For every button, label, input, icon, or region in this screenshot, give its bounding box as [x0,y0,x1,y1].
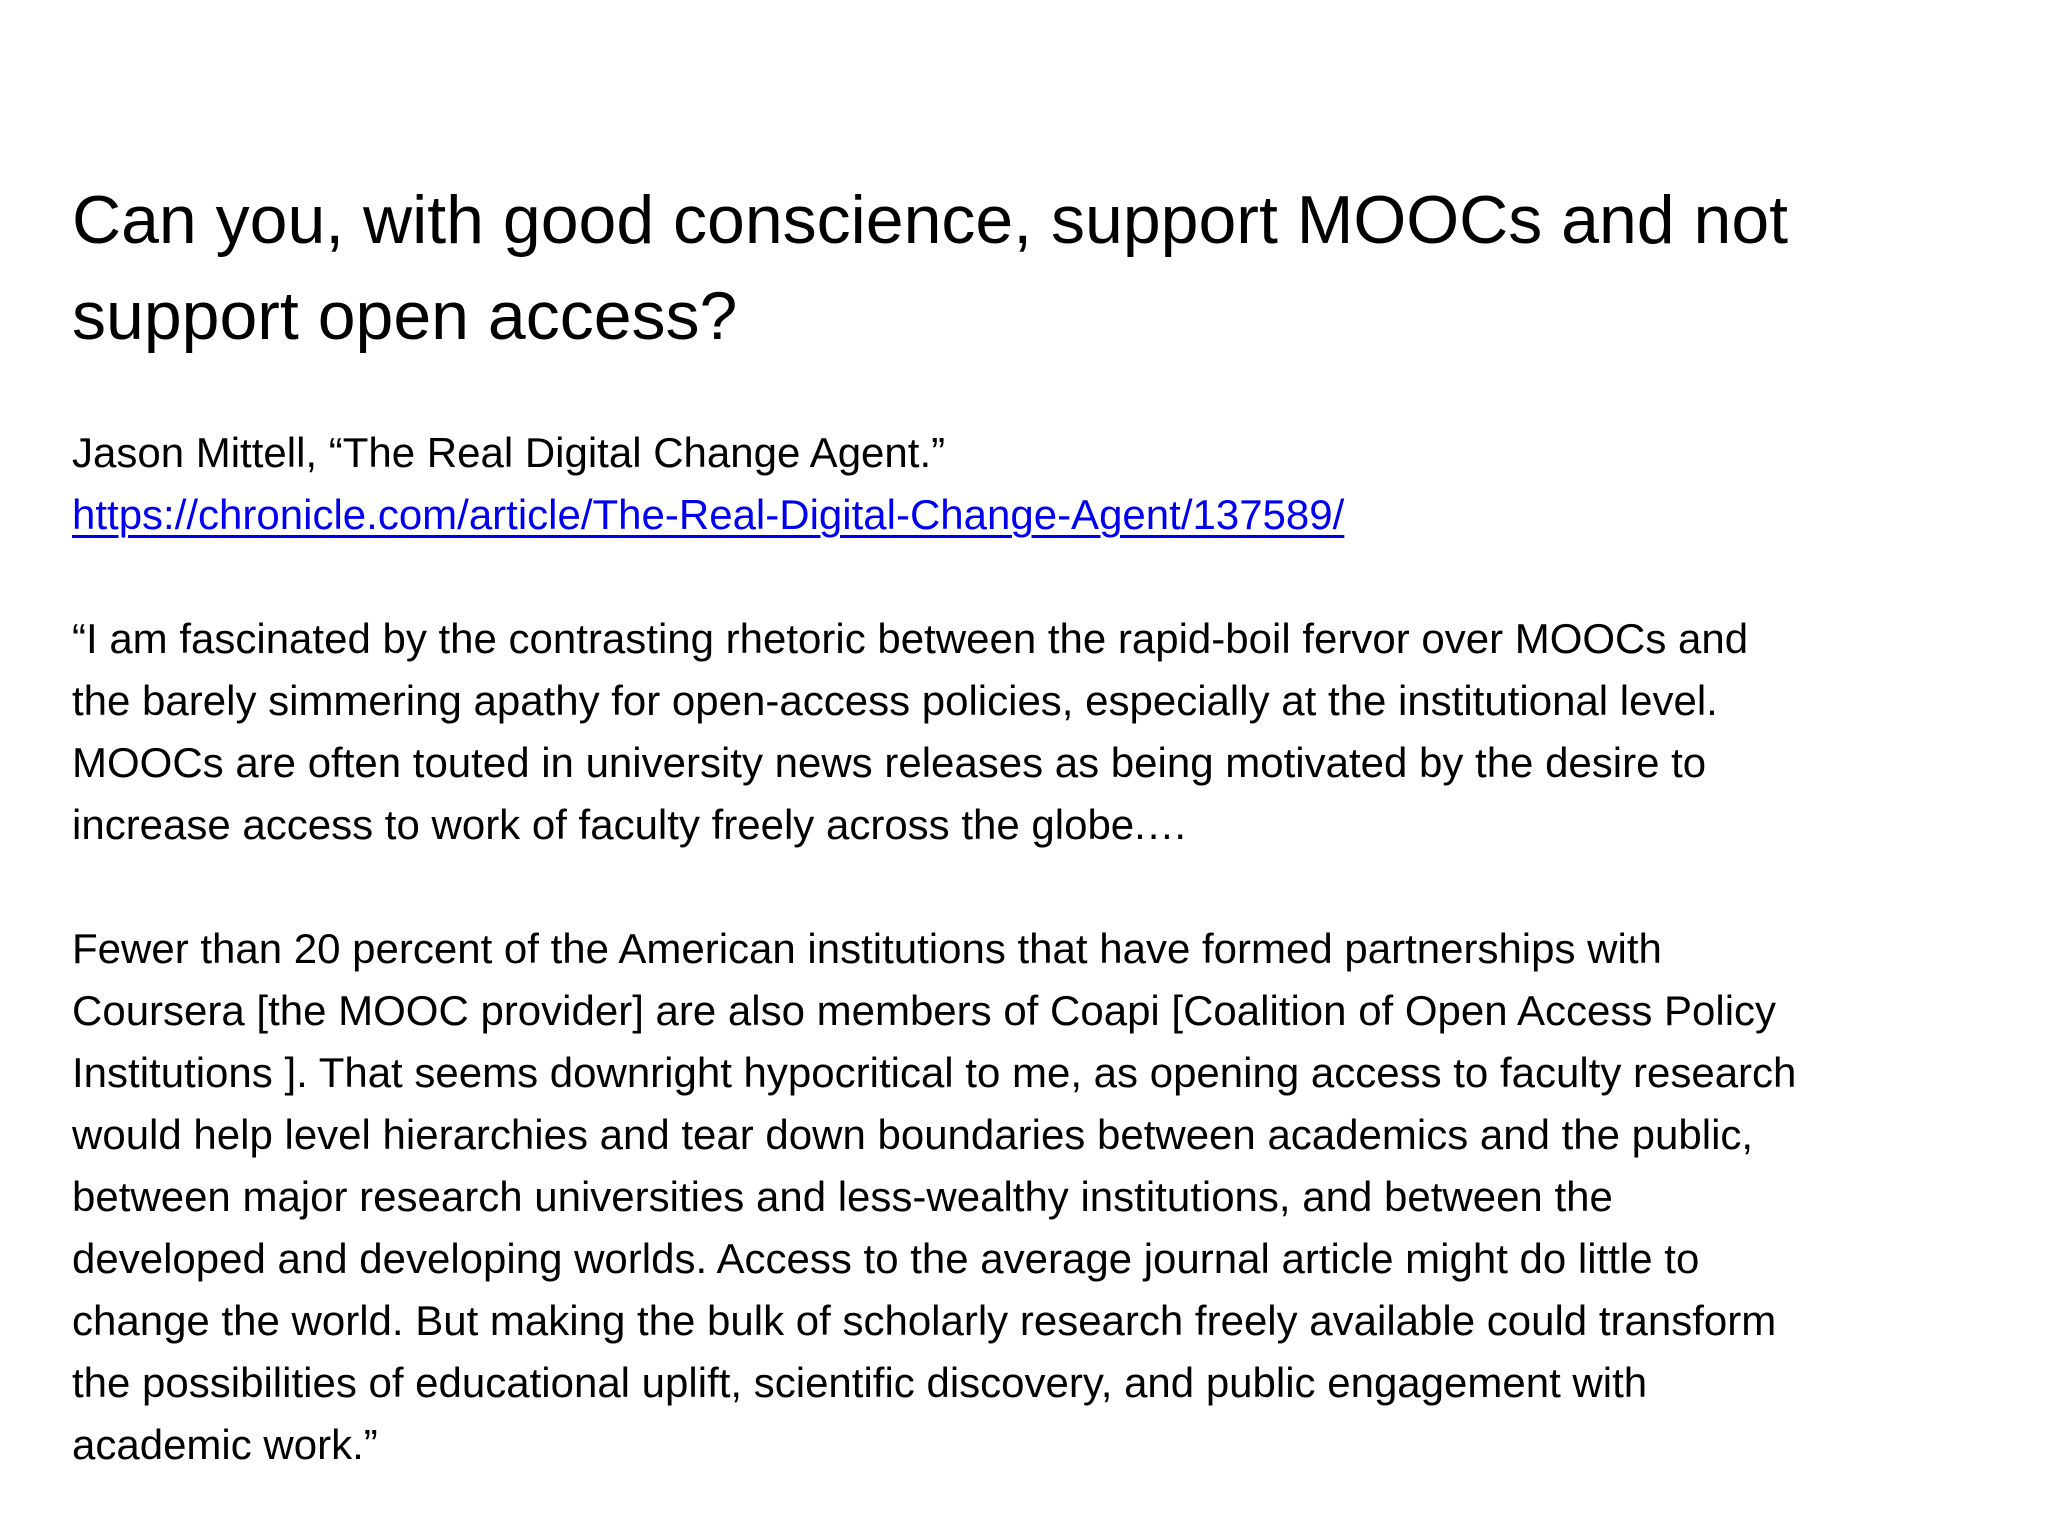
quote-p2-line: Institutions ]. That seems downright hypocritical to me, as opening access to faculty research [72,1049,1797,1096]
quote-p2-line: academic work.” [72,1421,378,1468]
spacer [72,856,2032,918]
quote-p1-line: “I am fascinated by the contrasting rhetoric between the rapid-boil fervor over MOOCs and [72,615,1749,662]
slide-body [72,422,2032,1476]
citation-author-title: Jason Mittell, “The Real Digital Change Agent.” [72,429,946,476]
quote-p2-line: developed and developing worlds. Access to the average journal article might do little to [72,1235,1700,1282]
citation-link-line [72,484,2032,546]
citation-url-link[interactable]: https://chronicle.com/article/The-Real-Digital-Change-Agent/137589/ [72,491,1345,538]
slide-title: Can you, with good conscience, support MOOCs and not support open access? [72,182,1789,354]
quote-p1-line: MOOCs are often touted in university news releases as being motivated by the desire to [72,739,1707,786]
quote-p2-line: the possibilities of educational uplift, scientific discovery, and public engagement with [72,1359,1648,1406]
quote-p2-line: Coursera [the MOOC provider] are also members of Coapi [Coalition of Open Access Policy [72,987,1777,1034]
quote-p2-line: between major research universities and less-wealthy institutions, and between the [72,1173,1613,1220]
spacer [72,546,2032,608]
quote-p2-line: would help level hierarchies and tear down boundaries between academics and the public, [72,1111,1754,1158]
quote-p1-line: increase access to work of faculty freely across the globe.… [72,801,1188,848]
quote-p2-line: change the world. But making the bulk of scholarly research freely available could transform [72,1297,1777,1344]
quote-p1-line: the barely simmering apathy for open-access policies, especially at the institutional level. [72,677,1718,724]
quote-p2-line: Fewer than 20 percent of the American institutions that have formed partnerships with [72,925,1662,972]
